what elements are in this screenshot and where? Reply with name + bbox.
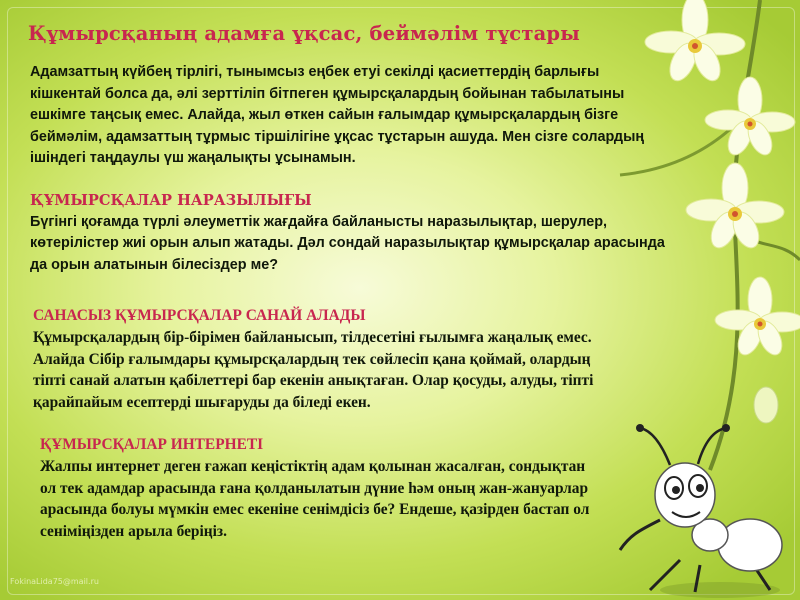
section-line: ол тек адамдар арасында ғана қолданылатын дүние һәм оның жан-жануарлар — [40, 479, 589, 497]
section-counting — [33, 305, 593, 414]
intro-paragraph — [30, 62, 644, 170]
section-heading: САНАСЫЗ ҚҰМЫРСҚАЛАР САНАЙ АЛАДЫ — [33, 307, 366, 324]
intro-line: кішкентай болса да, әлі зерттіліп бітпеген құмырсқалардың бойынан табылатыны — [30, 85, 625, 102]
section-line: арасында болуы мүмкін емес екеніне сенімдісіз бе? Ендеше, қазірден бастап ол — [40, 501, 590, 519]
author-email: FokinaLida75@mail.ru — [10, 577, 99, 586]
section-line: қарайпайым есептерді шығаруды да біледі екен. — [33, 394, 371, 412]
slide-title: Құмырсқаның адамға ұқсас, беймәлім тұстары — [28, 22, 581, 45]
section-internet — [40, 434, 589, 543]
section-line: тіпті санай алатын қабілеттері бар екенін анықтаған. Олар қосуды, алуды, тіпті — [33, 372, 594, 390]
section-line: Алайда Сібір ғалымдары құмырсқалардың тек сөйлесіп қана қоймай, олардың — [33, 350, 591, 368]
intro-line: ешкімге таңсық емес. Алайда, жыл өткен сайын ғалымдар құмырсқалардың бізге — [30, 107, 619, 123]
section-line: сеніміңізден арыла беріңіз. — [40, 523, 227, 541]
section-protests — [30, 190, 665, 276]
section-line: Жалпы интернет деген ғажап кеңістіктің адам қолынан жасалған, сондықтан — [40, 457, 586, 475]
section-line: Құмырсқалардың бір-бірімен байланысып, тілдесетіні ғылымға жаңалық емес. — [33, 328, 592, 346]
section-line: да орын алатынын білесіздер ме? — [30, 256, 279, 273]
intro-line: Адамзаттың күйбең тірлігі, тынымсыз еңбек етуі секілді қасиеттердің барлығы — [30, 64, 600, 80]
section-line: көтерілістер жиі орын алып жатады. Дәл сондай наразылықтар құмырсқалар арасында — [30, 235, 665, 251]
section-heading: ҚҰМЫРСҚАЛАР ИНТЕРНЕТІ — [40, 436, 264, 453]
intro-line: беймәлім, адамзаттың тұрмыс тіршілігіне ұқсас тұстарын ашуда. Мен сізге солардың — [30, 128, 645, 145]
intro-line: ішіндегі таңдаулы үш жаңалықты ұсынамын. — [30, 150, 356, 166]
ant-cartoon-icon — [600, 420, 800, 600]
section-heading: ҚҰМЫРСҚАЛАР НАРАЗЫЛЫҒЫ — [30, 192, 312, 209]
section-line: Бүгінгі қоғамда түрлі әлеуметтік жағдайға байланысты наразылықтар, шерулер, — [30, 213, 608, 230]
